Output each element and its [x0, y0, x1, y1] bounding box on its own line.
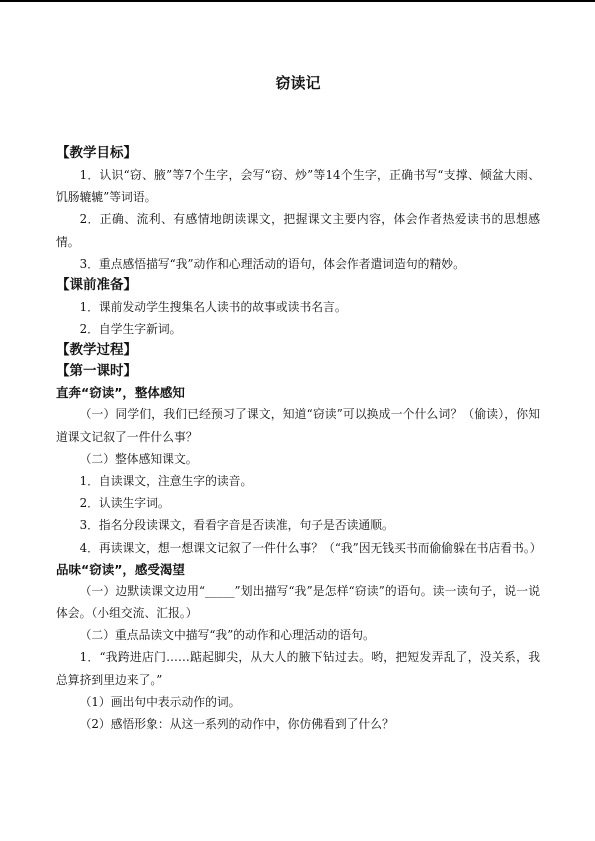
part2-para-3: 1．“我跨进店门……踮起脚尖，从大人的腋下钻过去。哟，把短发弄乱了，没关系，我总算挤到里边来了。”: [56, 650, 540, 687]
part1-para-4: 2．认读生字词。: [79, 496, 170, 511]
part1-para-2: （二）整体感知课文。: [79, 451, 198, 466]
part1-heading: 直奔“窃读”，整体感知: [56, 385, 185, 401]
part2-heading: 品味“窃读”，感受渴望: [56, 561, 185, 577]
goals-heading: 【教学目标】: [56, 145, 137, 161]
lesson1-heading: 【第一课时】: [56, 363, 137, 380]
part2-para-2: （二）重点品读文中描写“我”的动作和心理活动的语句。: [79, 628, 375, 643]
prep-item-2: 2．自学生字新词。: [79, 322, 182, 337]
prep-item-1: 1．课前发动学生搜集名人读书的故事或读书名言。: [79, 300, 347, 315]
goal-item-1: 1．认识“窃、腋”等7个生字，会写“窃、炒”等14个生字，正确书写“支撑、倾盆大雨、饥肠辘辘”等词语。: [56, 168, 540, 205]
part2-para-1: （一）边默读课文边用“_____”划出描写“我”是怎样“窃读”的语句。读一读句子，说一说体会。（小组交流、汇报。）: [56, 583, 540, 621]
document-title: 窃读记: [275, 74, 321, 92]
goal-item-2: 2．正确、流利、有感情地朗读课文，把握课文主要内容，体会作者热爱读书的思想感情。: [56, 212, 540, 249]
part1-para-6: 4．再读课文，想一想课文记叙了一件什么事？（“我”因无钱买书而偷偷躲在书店看书。）: [79, 540, 542, 555]
document-page: [56, 72, 540, 735]
part2-para-4: （1）画出句中表示动作的词。: [79, 694, 241, 709]
process-heading: 【教学过程】: [56, 342, 137, 359]
part1-para-5: 3．指名分段读课文，看看字音是否读准，句子是否读通顺。: [79, 518, 394, 533]
part1-para-3: 1．自读课文，注意生字的读音。: [79, 474, 253, 489]
prep-heading: 【课前准备】: [56, 277, 137, 294]
part1-para-1: （一）同学们，我们已经预习了课文，知道“窃读”可以换成一个什么词？（偷读），你知道课文记叙了一件什么事？: [56, 407, 540, 444]
goal-item-3: 3．重点感悟描写“我”动作和心理活动的语句，体会作者遣词造句的精妙。: [79, 256, 465, 271]
part2-para-5: （2）感悟形象：从这一系列的动作中，你仿佛看到了什么？: [79, 717, 394, 732]
top-border-line: [0, 0, 595, 2]
